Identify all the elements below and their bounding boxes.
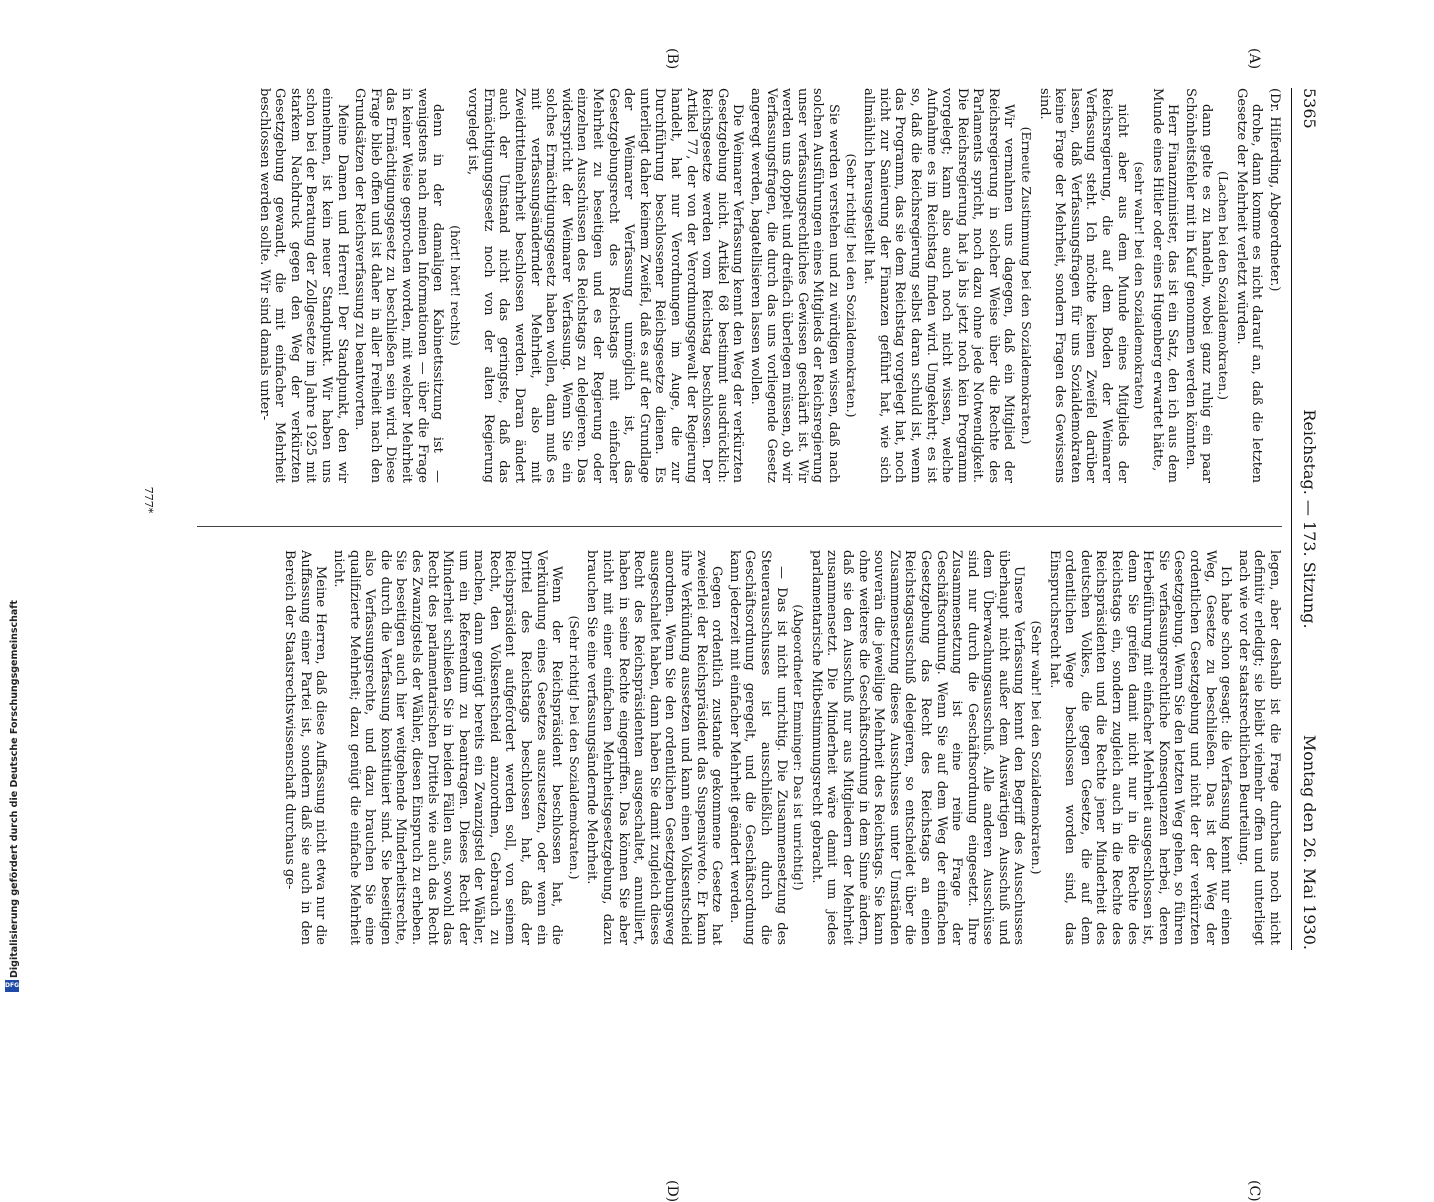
session-title: Reichstag. — 173. Sitzung. (1300, 409, 1319, 629)
paragraph: Sie werden verstehen und zu würdigen wissen, daß nach solchen Ausführungen eines Mitglieds der Reichsregierung unser verfassungsrechtliches Gewissen geschärft ist. Wir werden uns doppelt und dreifach überlegen müssen, ob wir Verfassungsfragen, die durch das uns vorliegende Gesetz angeregt werden, bagatellisieren lassen wollen. (748, 88, 841, 483)
paragraph: nicht aber aus dem Munde eines Mitglieds der Reichsregierung, die auf dem Boden der Weimarer Verfassung steht. Ich möchte keinen Zweifel darüber lassen, daß Verfassungsfragen für uns Sozialdemokraten keine Frage der Mehrheit, sondern Fragen des Gewissens sind. (1036, 88, 1130, 483)
page-header (1291, 88, 1328, 950)
scanned-page (125, 0, 1340, 1202)
digitization-note (2, 600, 22, 992)
interjection: (Erneute Zustimmung bei den Sozialdemokraten.) (1019, 126, 1035, 445)
interjection: (sehr wahr! bei den Sozialdemokraten) (1132, 161, 1148, 410)
interjection: (Sehr wahr! bei den Sozialdemokraten.) (1029, 620, 1045, 875)
page-number: 5365 (1300, 88, 1319, 129)
interjection: (Sehr richtig! bei den Sozialdemokraten.) (843, 153, 859, 418)
paragraph: dann gelte es zu handeln, wobei ganz ruhig ein paar Schönheitsfehler mit in Kauf genommen werden könnten. (1183, 88, 1214, 483)
right-column (192, 550, 1282, 945)
margin-letter-d: (D) (664, 1180, 680, 1202)
paragraph: Wenn der Reichspräsident beschlossen hat, die Verkündung eines Gesetzes auszusetzen, oder wenn ein Drittel des Reichstags beschlossen hat, daß der Reichspräsident aufgefordert werden soll, von seinem Recht, den Volksentscheid anzuordnen, Gebrauch zu machen, dann genügt bereits ein Zwanzigstel der Wähler, um ein Referendum zu beantragen. Dieses Recht der Minderheit schließen Sie in beiden Fällen aus, sowohl das Recht des parlamentarischen Drittels wie auch das Recht des Zwanzigstels der Wähler, diesen Einspruch zu erheben. Sie beseitigen auch hier weitgehende Minderheitsrechte, die durch die Verfassung konstituiert sind. Sie beseitigen also Verfassungsrechte, und dazu brauchen Sie eine qualifizierte Mehrheit; dazu genügt die einfache Mehrheit nicht. (330, 550, 565, 945)
paragraph: Ich habe schon gesagt: die Verfassung kennt nur einen Weg, Gesetze zu beschließen. Das ist der Weg der ordentlichen Gesetzgebung und nicht der der verkürzten Gesetzgebung. Wenn Sie den letzten Weg gehen, so führen Sie verfassungsrechtliche Konsequenzen herbei, deren Herbeiführung mit einfacher Mehrheit ausgeschlossen ist, denn Sie greifen damit nicht nur in die Rechte des Reichstags ein, sondern zugleich auch in die Rechte des Reichspräsidenten und die Rechte jener Minderheit des deutschen Volkes, die gegen Gesetze, die auf dem ordentlichen Wege beschlossen worden sind, das Einspruchsrecht hat. (1046, 550, 1234, 945)
paragraph: Die Weimarer Verfassung kennt den Weg der verkürzten Gesetzgebung nicht. Artikel 68 bestimmt ausdrücklich: Reichsgesetze werden vom Reichstag beschlossen. Der Artikel 77, der von der Verordnungsgewalt der Regierung handelt, hat nur Verordnungen im Auge, die zur Durchführung beschlossener Reichsgesetze dienen. Es unterliegt daher keinem Zweifel, daß es auf der Grundlage der Weimarer Verfassung unmöglich ist, das Gesetzgebungsrecht des Reichstags mit einfacher Mehrheit zu beseitigen und es der Regierung oder einzelnen Ausschüssen des Reichstags zu delegieren. Das widerspricht der Weimarer Verfassung. Wenn Sie ein solches Ermächtigungsgesetz haben wollen, dann muß es mit verfassungsändernder Mehrheit, also mit Zweidrittelmehrheit beschlossen werden. Daran ändert auch der Umstand nicht das geringste, daß das Ermächtigungsgesetz noch von der alten Regierung vorgelegt ist, (465, 88, 746, 483)
interjection: (hört! hört! rechts) (447, 225, 463, 346)
paragraph: Wir vermahnen uns dagegen, daß ein Mitglied der Reichsregierung in solcher Weise über die Rechte des Parlaments spricht, noch dazu ohne jede Notwendigkeit. Die Reichsregierung hat ja bis jetzt noch kein Programm vorgelegt; kann also auch noch nicht wissen, welche Aufnahme es im Reichstag finden wird. Umgekehrt; es ist so, daß die Reichsregierung selbst daran schuld ist, wenn das Programm, das sie dem Reichstag vorgelegt hat, noch nicht zur Sanierung der Finanzen geführt hat, wie sich allmählich herausgestellt hat. (861, 88, 1017, 483)
margin-letter-c: (C) (1246, 1180, 1262, 1202)
interjection: (Sehr richtig! bei den Sozialdemokraten.) (566, 615, 582, 880)
paragraph: Meine Herren, daß diese Auffassung nicht etwa nur die Auffassung einer Partei ist, sondern daß sie auch in den Bereich der Staatsrechtswissenschaft durchaus ge- (282, 550, 329, 945)
interjection: (Abgeordneter Emminger: Das ist unrichtig!) (791, 604, 807, 891)
paragraph: legen, aber deshalb ist die Frage durchaus noch nicht definitiv erledigt; sie bleibt vielmehr offen und unterliegt nach wie vor der staatsrechtlichen Beurteilung. (1235, 550, 1282, 945)
session-date: Montag den 26. Mai 1930. (1300, 734, 1319, 950)
paragraph: Unsere Verfassung kennt den Begriff des Ausschusses überhaupt nicht außer dem Auswärtigen Ausschuß und dem Überwachungsausschuß. Alle anderen Ausschüsse sind nur durch die Geschäftsordnung eingesetzt. Ihre Zusammensetzung ist eine reine Frage der Geschäftsordnung. Wenn Sie auf dem Weg der einfachen Gesetzgebung das Recht des Reichstags an einen Reichstagsausschuß delegieren, so entscheidet über die Zusammensetzung dieses Ausschusses unter Umständen souverän die jeweilige Mehrheit des Reichstags. Sie kann ohne weiteres die Geschäftsordnung in dem Sinne ändern, daß sie den Ausschuß nur aus Mitgliedern der Mehrheit zusammensetzt. Die Minderheit wäre damit um jedes parlamentarische Mitbestimmungsrecht gebracht. (808, 550, 1027, 945)
page-footer: 777* (142, 486, 155, 514)
paragraph: Herr Finanzminister, das ist ein Satz, den ich aus dem Munde eines Hitler oder eines Hugenberg erwartet hätte, (1149, 88, 1181, 483)
dfg-logo: DFG (5, 980, 19, 992)
paragraph: (Dr. Hilferding, Abgeordneter.) (1267, 88, 1282, 292)
margin-letter-a: (A) (1246, 48, 1262, 70)
interjection: (Lachen bei den Sozialdemokraten.) (1216, 170, 1232, 401)
paragraph: — Das ist nicht unrichtig. Die Zusammensetzung des Steuerausschusses ist ausschließlich durch die Geschäftsordnung geregelt, und die Geschäftsordnung kann jederzeit mit einfacher Mehrheit geändert werden. (726, 550, 789, 945)
paragraph: Gegen ordentlich zustande gekommene Gesetze hat zweierlei der Reichspräsident das Suspensivveto. Er kann ihre Verkündung aussetzen und kann einen Volksentscheid anordnen. Wenn Sie den ordentlichen Gesetzgebungsweg ausgeschaltet haben, dann haben Sie damit zugleich dieses Recht des Reichspräsidenten ausgeschaltet, annulliert, haben in seine Rechte eingegriffen. Das können Sie aber nicht mit einer einfachen Mehrheitsgesetzgebung, dazu brauchen Sie eine verfassungsändernde Mehrheit. (584, 550, 725, 945)
digitization-note-text: Digitalisierung gefördert durch die Deutsche Forschungsgemeinschaft (9, 600, 20, 978)
paragraph: Meine Damen und Herren! Der Standpunkt, den wir einnehmen, ist kein neuer Standpunkt. Wir haben uns schon bei der Beratung der Zollgesetze im Jahre 1925 mit starkem Nachdruck gegen den Weg der verkürzten Gesetzgebung gewandt, die mit einfacher Mehrheit beschlossen werden sollte. Wir sind damals unter- (256, 88, 350, 483)
left-column (192, 88, 1282, 483)
column-divider (197, 526, 1282, 527)
margin-letter-b: (B) (664, 48, 680, 70)
paragraph: denn in der damaligen Kabinettssitzung ist — wenigstens nach meinen Informationen — über die Frage in keiner Weise gesprochen worden, mit welcher Mehrheit das Ermächtigungsgesetz zu beschließen sein wird. Diese Frage blieb offen und ist daher in aller Freiheit nach den Grundsätzen der Reichsverfassung zu beantworten. (352, 88, 446, 483)
paragraph: drohe, dann komme es nicht darauf an, daß die letzten Gesetze der Mehrheit verletzt würden. (1233, 88, 1265, 483)
